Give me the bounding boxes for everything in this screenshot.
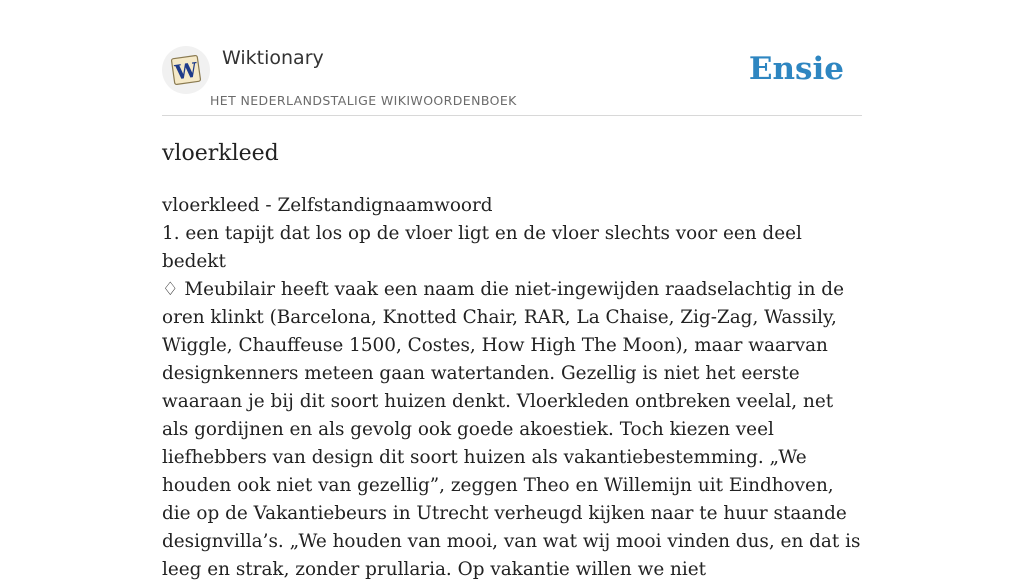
logo-letter: W <box>173 57 199 85</box>
entry-heading: vloerkleed - Zelfstandignaamwoord <box>162 195 493 216</box>
entry-definition: 1. een tapijt dat los op de vloer ligt en de vloer slechts voor een deel bedekt <box>162 223 802 272</box>
site-header <box>162 40 862 116</box>
page-title: vloerkleed <box>162 141 279 166</box>
site-name[interactable]: Wiktionary <box>222 47 324 69</box>
wiktionary-logo-icon[interactable] <box>162 46 210 94</box>
site-tagline: HET NEDERLANDSTALIGE WIKIWOORDENBOEK <box>210 93 517 108</box>
entry-example: ♢ Meubilair heeft vaak een naam die niet-ingewijden raadselachtig in de oren klinkt (Barcelona, Knotted Chair, RAR, La Chaise, Zig-Zag, Wassily, Wiggle, Chauffeuse 1500, Costes, How High The Moon), maar waarvan designkenners meteen gaan watertanden. Gezellig is niet het eerste waaraan je bij dit soort huizen denkt. Vloerkleden ontbreken veelal, net als gordijnen en als gevolg ook goede akoestiek. Toch kiezen veel liefhebbers van design dit soort huizen als vakantiebestemming. „We houden ook niet van gezellig”, zeggen Theo en Willemijn uit Eindhoven, die op de Vakantiebeurs in Utrecht verheugd kijken naar te huur staande designvilla’s. „We houden van mooi, van wat wij mooi vinden dus, en dat is leeg en strak, zonder prullaria. Op vakantie willen we niet <box>162 279 861 580</box>
logo-tile-icon <box>166 50 206 90</box>
ensie-brand-logo[interactable]: Ensie <box>748 51 844 87</box>
entry-content <box>162 192 862 584</box>
